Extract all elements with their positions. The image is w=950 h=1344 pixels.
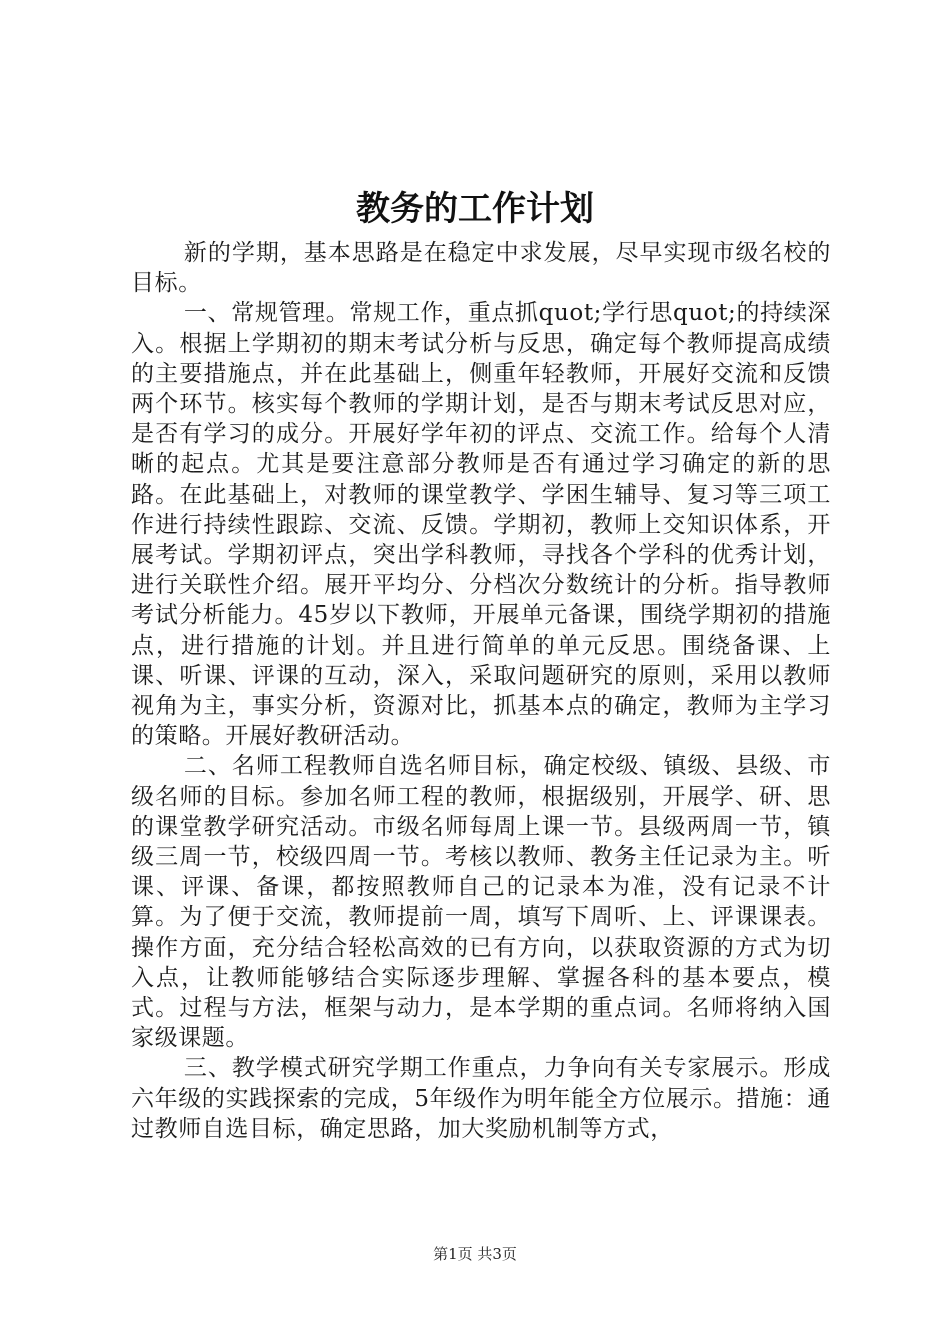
document-body xyxy=(131,238,831,1144)
paragraph-intro: 新的学期，基本思路是在稳定中求发展，尽早实现市级名校的目标。 xyxy=(131,240,831,297)
document-title: 教务的工作计划 xyxy=(356,189,594,229)
page-footer: 第1页 共3页 xyxy=(433,1245,517,1263)
paragraph-teaching-model-research: 三、教学模式研究学期工作重点，力争向有关专家展示。形成六年级的实践探索的完成，5年级作为明年能全方位展示。措施：通过教师自选目标，确定思路，加大奖励机制等方式， xyxy=(131,1055,831,1142)
paragraph-famous-teacher-project: 二、名师工程教师自选名师目标，确定校级、镇级、县级、市级名师的目标。参加名师工程的教师，根据级别，开展学、研、思的课堂教学研究活动。市级名师每周上课一节。县级两周一节，镇级三周一节，校级四周一节。考核以教师、教务主任记录为主。听课、评课、备课，都按照教师自己的记录本为准，没有记录不计算。为了便于交流，教师提前一周，填写下周听、上、评课课表。操作方面，充分结合轻松高效的已有方向，以获取资源的方式为切入点，让教师能够结合实际逐步理解、掌握各科的基本要点，模式。过程与方法，框架与动力，是本学期的重点词。名师将纳入国家级课题。 xyxy=(131,753,831,1052)
paragraph-routine-management: 一、常规管理。常规工作，重点抓quot;学行思quot;的持续深入。根据上学期初的期末考试分析与反思，确定每个教师提高成绩的主要措施点，并在此基础上，侧重年轻教师，开展好交流和反馈两个环节。核实每个教师的学期计划，是否与期末考试反思对应，是否有学习的成分。开展好学年初的评点、交流工作。给每个人清晰的起点。尤其是要注意部分教师是否有通过学习确定的新的思路。在此基础上，对教师的课堂教学、学困生辅导、复习等三项工作进行持续性跟踪、交流、反馈。学期初，教师上交知识体系，开展考试。学期初评点，突出学科教师，寻找各个学科的优秀计划，进行关联性介绍。展开平均分、分档次分数统计的分析。指导教师考试分析能力。45岁以下教师，开展单元备课，围绕学期初的措施点，进行措施的计划。并且进行简单的单元反思。围绕备课、上课、听课、评课的互动，深入，采取问题研究的原则，采用以教师视角为主，事实分析，资源对比，抓基本点的确定，教师为主学习的策略。开展好教研活动。 xyxy=(131,300,831,750)
